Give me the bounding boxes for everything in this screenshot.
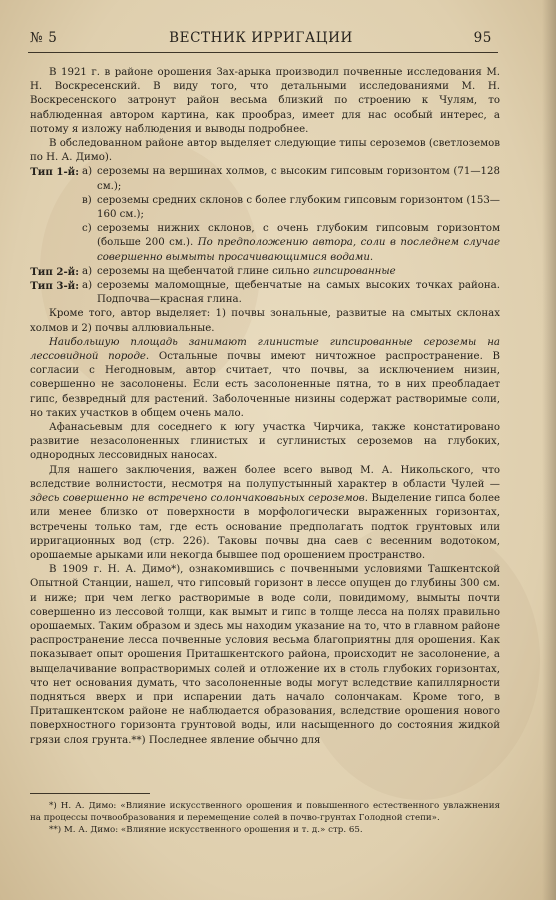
soil-type-1 xyxy=(30,165,500,264)
paragraph-text: Выделение гипса более или менее близко от поверхности в морфологически выраженных горизонтах, встречены только там, где есть основание предполагать подток грунтовых или ирригационных вод (стр. 226). Таковы почвы дна саев с весенним водотоком, орошаемые арыками или некогда бывшее под орошением пространство. xyxy=(30,493,501,561)
paragraph: Кроме того, автор выделяет: 1) почвы зональные, развитые на смытых склонах холмов и 2) почвы аллювиальные. xyxy=(30,308,500,334)
type-item xyxy=(82,279,500,307)
type-item xyxy=(82,194,500,222)
item-text: сероземы на вершинах холмов, с высоким гипсовым горизонтом (71—128 см.); xyxy=(97,166,500,192)
item-text: сероземы маломощные, щебенчатые на самых высоких точках района. Подпочва—красная глина. xyxy=(97,280,500,306)
paragraph: В 1909 г. Н. А. Димо*), ознакомившись с почвенными условиями Ташкентской Опытной Станции, нашел, что гипсовый горизонт в лессе опущен до глубины 300 см. и ниже; при чем легко растворимые в воде соли, повидимому, вымыты почти совершенно из лессовой толщи, как вымыт и гипс в толще лесса на полях правильно орошаемых. Таким образом и здесь мы находим указание на то, что в главном районе распространение лесса почвенные условия весьма благоприятны для орошения. Как показывает опыт орошения Приташкентского района, происходит не засолонение, а выщелачивание вопрастворимых солей и отложение их в столь глубоких горизонтах, что нет основания думать, что засолоненные воды могут вследствие капиллярности подняться вверх и при испарении дать начало солончакам. Кроме того, в Приташкентском районе не наблюдается образования, вследствие орошения нового поверхностного горизонта грунтовой воды, или насыщенного до состояния жидкой грязи слоя грунта.**) Последнее явление обычно для xyxy=(30,564,500,746)
footnote-rule xyxy=(30,793,150,794)
article-body xyxy=(30,66,500,748)
emphasis-text: Наибольшую площадь занимают глинистые гипсированные сероземы на лессовидной породе. xyxy=(30,336,500,363)
item-marker: с) xyxy=(82,223,92,235)
paragraph xyxy=(30,336,500,421)
item-text: сероземы средних склонов с более глубоким гипсовым горизонтом (153—160 см.); xyxy=(97,194,500,221)
item-italic-text: гипсированные xyxy=(312,265,396,277)
type-label: Тип 3-й: xyxy=(30,280,79,293)
item-marker: а) xyxy=(82,280,93,292)
paragraph-text: Для нашего заключения, важен более всего вывод М. А. Никольского, что вследствие волнистости, несмотря на полупустынный характер в области Чулей — xyxy=(30,464,500,490)
issue-number: № 5 xyxy=(30,30,58,46)
journal-title: ВЕСТНИК ИРРИГАЦИИ xyxy=(169,30,353,46)
soil-type-2 xyxy=(30,265,500,279)
item-marker: а) xyxy=(82,166,93,178)
type-label: Тип 1-й: xyxy=(30,166,79,179)
item-marker: а) xyxy=(82,265,93,277)
type-item xyxy=(82,222,500,265)
item-italic-text: По предположению автора, соли в последнем случае совершенно вымыты просачивающимися водами. xyxy=(97,237,500,263)
running-header xyxy=(30,30,492,50)
type-item xyxy=(82,265,500,279)
footnote: **) М. А. Димо: «Влияние искусственного орошения и т. д.» стр. 65. xyxy=(49,825,363,835)
page-number: 95 xyxy=(473,30,492,46)
footnotes xyxy=(30,793,500,836)
paragraph: В обследованном районе автор выделяет следующие типы сероземов (светлоземов по Н. А. Димо). xyxy=(30,138,500,164)
footnote: *) Н. А. Димо: «Влияние искусственного орошения и повышенного естественного увлажнения на процессы почвообразования и перемещение солей в почво-грунтах Голодной степи». xyxy=(30,801,500,823)
paragraph: Афанасьевым для соседнего к югу участка Чирчика, также констатировано развитие незасолоненных глинистых и суглинистых сероземов на глубоких, однородных лессовидных наносах. xyxy=(30,422,500,462)
soil-type-3 xyxy=(30,279,500,307)
paragraph-text: Остальные почвы имеют ничтожное распространение. В согласии с Негодновым, автор считает, что почвы, за исключением низин, совершенно не засолонены. Если есть засолоненные пятна, то в них преобладает гипс, безвредный для растений. Заболоченные низины содержат растворимые соли, но таких участков в общем очень мало. xyxy=(30,351,500,419)
item-text: сероземы на щебенчатой глине сильно xyxy=(97,265,310,277)
paragraph xyxy=(30,464,500,563)
emphasis-text: здесь совершенно не встречено солончаковаьных сероземов. xyxy=(30,493,368,505)
type-item xyxy=(82,165,500,193)
paragraph: В 1921 г. в районе орошения Зах-арыка производил почвенные исследования М. Н. Воскресенский. В виду того, что детальными исследованиями М. Н. Воскресенского затронут район весьма близкий по строению к Чулям, то наблюденная автором картина, как прообраз, имеет для нас особый интерес, а потому я изложу наблюдения и выводы подробнее. xyxy=(30,67,500,135)
type-label: Тип 2-й: xyxy=(30,265,79,278)
item-marker: в) xyxy=(82,194,92,206)
item-text: сероземы нижних склонов, с очень глубоким гипсовым горизонтом (больше 200 см.). xyxy=(97,223,500,249)
header-rule xyxy=(28,52,498,53)
page-edge-shadow xyxy=(542,0,556,900)
